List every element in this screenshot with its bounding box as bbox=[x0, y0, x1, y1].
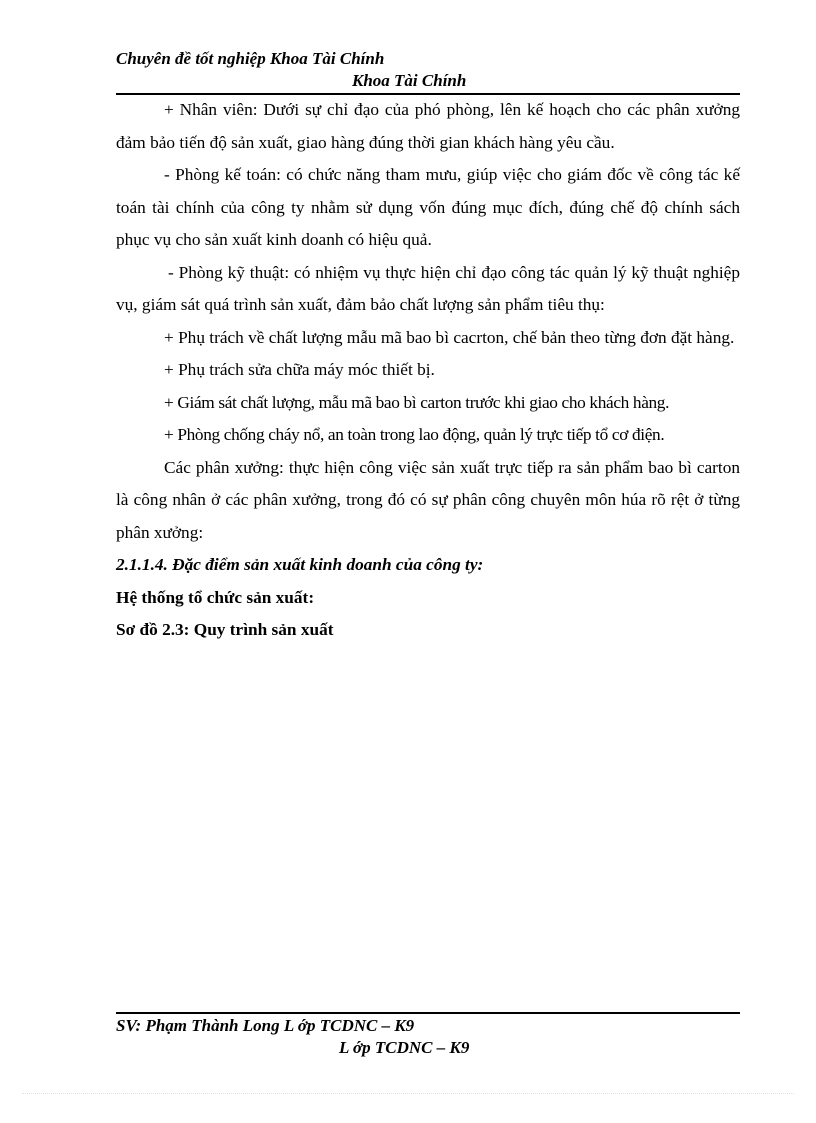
footer-divider bbox=[116, 1012, 740, 1014]
header-subtitle: Khoa Tài Chính bbox=[352, 71, 467, 90]
paragraph-repair: + Phụ trách sửa chữa máy móc thiết bị. bbox=[164, 360, 435, 379]
section-heading: 2.1.1.4. Đặc điểm sản xuất kinh doanh của công ty: bbox=[116, 555, 484, 574]
paragraph-quality: + Phụ trách về chất lượng mẫu mã bao bì cacrton, chế bản theo từng đơn đặt hàng. bbox=[164, 327, 735, 347]
diagram-caption: Sơ đồ 2.3: Quy trình sản xuất bbox=[116, 620, 334, 639]
paragraph-safety: + Phòng chống cháy nổ, an toàn trong lao động, quản lý trực tiếp tổ cơ điện. bbox=[164, 425, 665, 444]
footer-author: SV: Phạm Thành Long L ớp TCDNC – K9 bbox=[116, 1016, 415, 1035]
subsection-heading: Hệ thống tổ chức sản xuất: bbox=[116, 587, 315, 607]
paragraph-supervision: + Giám sát chất lượng, mẫu mã bao bì carton trước khi giao cho khách hàng. bbox=[164, 392, 670, 412]
header-title: Chuyên đề tốt nghiệp Khoa Tài Chính bbox=[116, 49, 385, 68]
paragraph-technical: - Phòng kỹ thuật: có nhiệm vụ thực hiện chỉ đạo công tác quản lý kỹ thuật nghiệp vụ, giám sát quá trình sản xuất, đảm bảo chất lượng sản phẩm tiêu thụ: bbox=[116, 262, 740, 314]
footer-class: L ớp TCDNC – K9 bbox=[339, 1038, 470, 1057]
document-body bbox=[116, 94, 740, 647]
paragraph-workshops: Các phân xưởng: thực hiện công việc sản xuất trực tiếp ra sản phẩm bao bì carton là công nhân ở các phân xưởng, trong đó có sự phân công chuyên môn húa rõ rệt ở từng phân xưởng: bbox=[116, 457, 740, 542]
paragraph-staff: + Nhân viên: Dưới sự chỉ đạo của phó phòng, lên kế hoạch cho các phân xưởng đảm bảo tiến độ sản xuất, giao hàng đúng thời gian khách hàng yêu cầu. bbox=[116, 100, 740, 152]
paragraph-accounting: - Phòng kế toán: có chức năng tham mưu, giúp việc cho giám đốc về công tác kế toán tài chính của công ty nhằm sử dụng vốn đúng mục đích, đúng chế độ chính sách phục vụ cho sản xuất kinh doanh có hiệu quả. bbox=[116, 165, 740, 249]
page-edge bbox=[22, 1093, 794, 1094]
